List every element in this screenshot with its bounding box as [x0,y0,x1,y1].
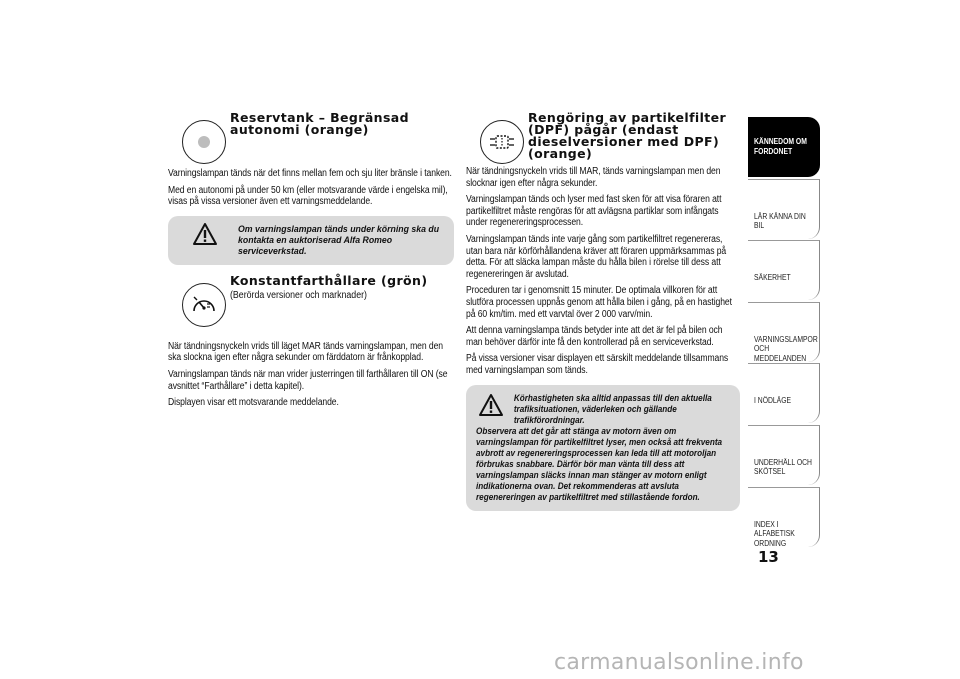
tab-sakerhet[interactable]: SÄKERHET [748,240,820,300]
page-number: 13 [758,548,779,566]
tab-i-nodlage[interactable]: I NÖDLÄGE [748,363,820,423]
paragraph: Med en autonomi på under 50 km (eller motsvarande värde i engelska mil), visas på vissa versioner även ett varningsmeddelande. [168,184,448,208]
dpf-icon [480,120,524,164]
fuel-reserve-header [168,112,454,168]
dpf-title: Rengöring av partikelfilter (DPF) pågår (endast dieselversioner med DPF) (orange) [528,110,727,161]
right-column [466,112,740,521]
warning-lead: Körhastigheten ska alltid anpassas till den aktuella trafiksituationen, väderleken och gällande trafikförordningar. [513,392,712,426]
warning-triangle-icon [192,222,218,246]
paragraph: Varningslampan tänds när det finns mellan fem och sju liter bränsle i tanken. [168,168,452,179]
paragraph: Varningslampan tänds och lyser med fast sken för att visa föraren att partikelfiltret måste rengöras för att avlägsna partiklar som infångats under regenereringsprocessen. [466,194,722,229]
fuel-reserve-title: Reservtank – Begränsad autonomi (orange) [230,110,409,137]
paragraph: När tändningsnyckeln vrids till läget MAR tänds varningslampan, men den ska slockna igen efter några sekunder om färddatorn är frånkopplad. [168,340,443,364]
tab-index[interactable]: INDEX I ALFABETISK ORDNING [748,487,820,547]
cruise-control-title: Konstantfarthållare (grön) [230,272,428,288]
paragraph: Varningslampan tänds inte varje gång som partikelfiltret regenereras, utan bara när körförhållandena kräver att föraren uppmärksammas på detta. För att släcka lampan måste du hålla bilen i rörelse till dess att regenereringen är avslutad. [466,233,727,280]
cruise-control-subtitle: (Berörda versioner och marknader) [230,289,367,301]
warning-text: Om varningslampan tänds under körning ska du kontakta en auktoriserad Alfa Romeo serviceverkstad. [238,223,440,257]
watermark: carmanualsonline.info [554,650,804,675]
paragraph: Proceduren tar i genomsnitt 15 minuter. De optimala villkoren för att slutföra processen uppnås genom att hålla bilen i gång, på en hastighet på 60 km/tim. med ett varvtal över 2 000 varv/min. [466,285,732,320]
paragraph: Displayen visar ett motsvarande meddelande. [168,397,339,409]
dpf-header [466,112,740,166]
tab-lar-kanna-din-bil[interactable]: LÄR KÄNNA DIN BIL [748,179,820,239]
warning-box [168,216,454,265]
tab-varningslampor[interactable]: VARNINGSLAMPOR OCH MEDDELANDEN [748,302,820,362]
cruise-control-header [168,272,454,337]
warning-box [466,385,740,511]
paragraph: Varningslampan tänds när man vrider justerringen till farthållaren till ON (se avsnittet “Farthållare” i detta kapitel). [168,368,448,392]
fuel-reserve-icon [182,120,226,164]
tab-underhall[interactable]: UNDERHÅLL OCH SKÖTSEL [748,425,820,485]
warning-rest: Observera att det går att stänga av motorn även om varningslampan för partikelfiltret lyser, men också att frekventa avbrott av regenereringsprocessen kan leda till att motoroljan förbrukas snabbare. Därför bör man vänta till dess att varningslampan släcks innan man stänger av motorn enligt indikationerna ovan. Det rekommenderas att avsluta regenereringen av partikelfiltret med stillastående fordon. [476,425,723,503]
paragraph: När tändningsnyckeln vrids till MAR, tänds varningslampan men den slocknar igen efter några sekunder. [466,166,721,189]
paragraph: Att denna varningslampa tänds betyder inte att det är fel på bilen och man behöver därför inte få den kontrollerad på en serviceverkstad. [466,325,723,348]
cruise-control-icon [182,283,226,327]
warning-text [476,393,729,503]
paragraph: På vissa versioner visar displayen ett särskilt meddelande tillsammans med varningslampan som tänds. [466,353,729,376]
tab-kannedom-om-fordonet[interactable]: KÄNNEDOM OM FORDONET [748,117,820,177]
chapter-tabs [748,117,820,548]
left-column [168,112,454,414]
